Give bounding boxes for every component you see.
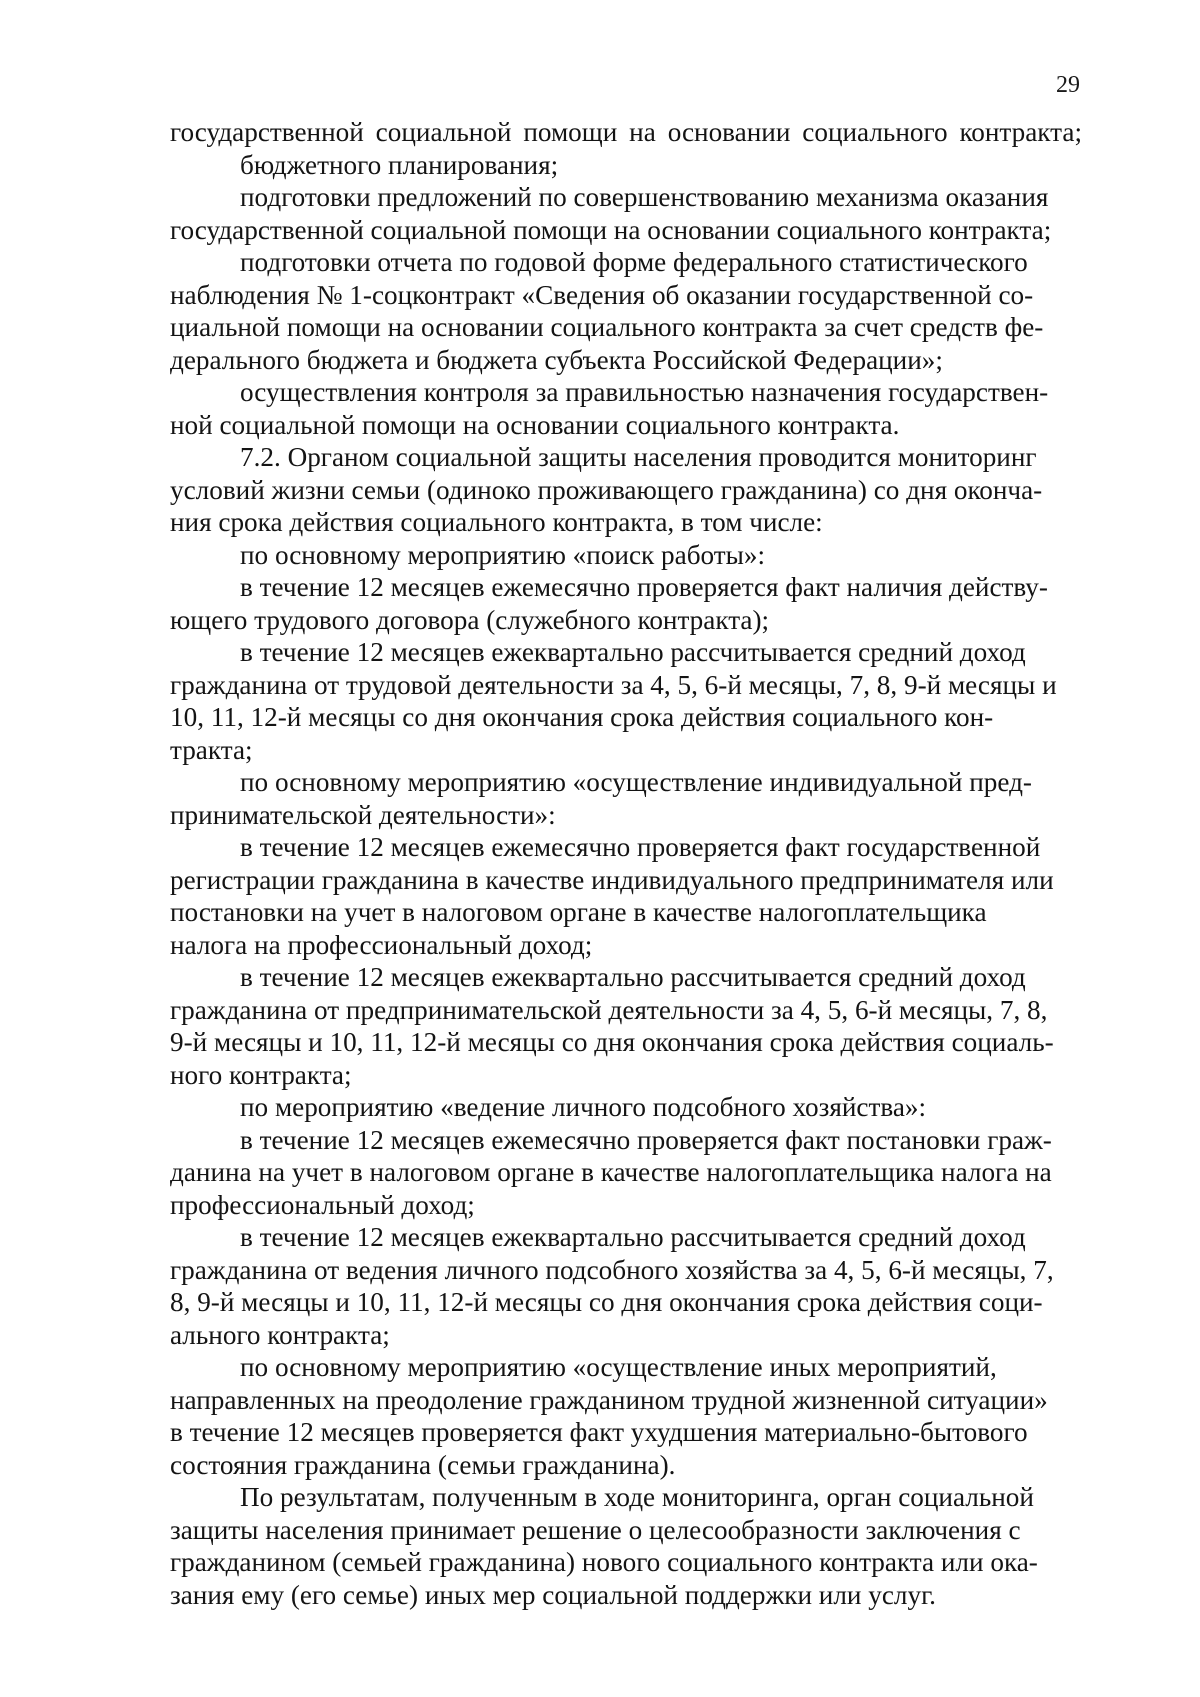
paragraph-text: подготовки предложений по совершенствованию механизма оказания государственной социальной помощи на основании социального контракта; — [170, 182, 1052, 245]
paragraph-text: в течение 12 месяцев ежемесячно проверяется факт постановки граж- данина на учет в налоговом органе в качестве налогоплательщика налога на профессиональный доход; — [170, 1124, 1052, 1220]
paragraph — [170, 961, 1082, 1091]
paragraph — [170, 539, 1082, 572]
paragraph — [170, 441, 1082, 539]
page-number: 29 — [1056, 72, 1080, 98]
paragraph — [170, 831, 1082, 961]
paragraph — [170, 1124, 1082, 1222]
paragraph — [170, 1351, 1082, 1481]
paragraph — [170, 376, 1082, 441]
paragraph-text: подготовки отчета по годовой форме федерального статистического наблюдения № 1-соцконтракт «Сведения об оказании государственной со- циальной помощи на основании социального контракта за счет средств фе- дерального бюджета и бюджета субъекта Российской Федерации»; — [170, 247, 1044, 375]
document-body — [170, 116, 1082, 1611]
paragraph-text: государственной социальной помощи на основании социального контракта; — [170, 117, 1082, 147]
paragraph — [170, 149, 1082, 182]
paragraph-text: в течение 12 месяцев ежеквартально рассчитывается средний доход гражданина от предпринимательской деятельности за 4, 5, 6-й месяцы, 7, 8, 9-й месяцы и 10, 11, 12-й месяцы со дня окончания срока действия социаль- ного контракта; — [170, 962, 1054, 1090]
paragraph-text: в течение 12 месяцев ежемесячно проверяется факт наличия действу- ющего трудового договора (служебного контракта); — [170, 572, 1048, 635]
paragraph — [170, 116, 1082, 149]
paragraph — [170, 181, 1082, 246]
paragraph-text: в течение 12 месяцев ежеквартально рассчитывается средний доход гражданина от трудовой деятельности за 4, 5, 6-й месяцы, 7, 8, 9-й месяцы и 10, 11, 12-й месяцы со дня окончания срока действия социального кон- тракта; — [170, 637, 1057, 765]
paragraph-text: бюджетного планирования; — [240, 149, 559, 180]
paragraph — [170, 766, 1082, 831]
paragraph — [170, 571, 1082, 636]
paragraph-text: по мероприятию «ведение личного подсобного хозяйства»: — [240, 1092, 927, 1122]
paragraph-text: в течение 12 месяцев ежемесячно проверяется факт государственной регистрации гражданина в качестве индивидуального предпринимателя или постановки на учет в налоговом органе в качестве налогоплательщика налога на профессиональный доход; — [170, 832, 1054, 960]
paragraph — [170, 1221, 1082, 1351]
paragraph-text: осуществления контроля за правильностью назначения государствен- ной социальной помощи на основании социального контракта. — [170, 377, 1049, 440]
paragraph — [170, 246, 1082, 376]
paragraph-text: по основному мероприятию «осуществление иных мероприятий, направленных на преодоление гражданином трудной жизненной ситуации» в течение 12 месяцев проверяется факт ухудшения материально-бытового состояния гражданина (семьи гражданина). — [170, 1352, 1048, 1480]
paragraph — [170, 1091, 1082, 1124]
paragraph-text: по основному мероприятию «поиск работы»: — [240, 539, 766, 570]
paragraph — [170, 636, 1082, 766]
paragraph-text: по основному мероприятию «осуществление индивидуальной пред- принимательской деятельности»: — [170, 767, 1032, 830]
paragraph-text: По результатам, полученным в ходе мониторинга, орган социальной защиты населения принимает решение о целесообразности заключения с гражданином (семьей гражданина) нового социального контракта или ока- зания ему (его семье) иных мер социальной поддержки или услуг. — [170, 1482, 1038, 1610]
paragraph-text: 7.2. Органом социальной защиты населения проводится мониторинг условий жизни семьи (одиноко проживающего гражданина) со дня оконча- ния срока действия социального контракта, в том числе: — [170, 442, 1043, 537]
paragraph-text: в течение 12 месяцев ежеквартально рассчитывается средний доход гражданина от ведения личного подсобного хозяйства за 4, 5, 6-й месяцы, 7, 8, 9-й месяцы и 10, 11, 12-й месяцы со дня окончания срока действия соци- ального контракта; — [170, 1222, 1054, 1350]
paragraph — [170, 1481, 1082, 1611]
